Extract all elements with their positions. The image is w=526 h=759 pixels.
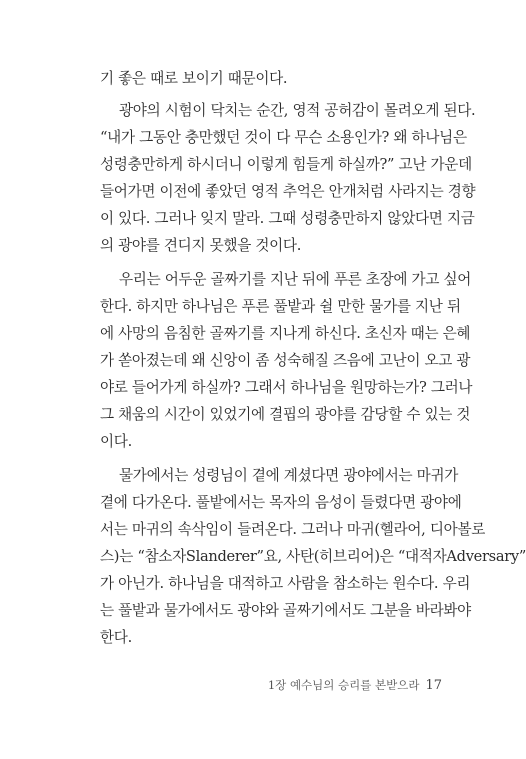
text-line: 가 쏟아졌는데 왜 신앙이 좀 성숙해질 즈음에 고난이 오고 광 <box>100 352 471 369</box>
text-line: 서는 마귀의 속삭임이 들려온다. 그러나 마귀(헬라어, 디아볼로 <box>100 521 486 538</box>
text-line: 광야의 시험이 닥치는 순간, 영적 공허감이 몰려오게 된다. <box>119 102 476 119</box>
page-number: 17 <box>425 678 442 693</box>
text-line: 그 채움의 시간이 있었기에 결핍의 광야를 감당할 수 있는 것 <box>100 406 471 423</box>
chapter-title: 1장 예수님의 승리를 본받으라 <box>267 678 420 692</box>
text-line: “내가 그동안 충만했던 것이 다 무슨 소용인가? 왜 하나님은 <box>100 129 467 146</box>
text-line: 곁에 다가온다. 풀밭에서는 목자의 음성이 들렸다면 광야에 <box>100 494 462 511</box>
text-line: 들어가면 이전에 좋았던 영적 추억은 안개처럼 사라지는 경향 <box>100 183 476 200</box>
text-line: 는 풀밭과 물가에서도 광야와 골짜기에서도 그분을 바라봐야 <box>100 602 471 619</box>
text-line: 이다. <box>100 433 132 450</box>
text-line: 에 사망의 음침한 골짜기를 지나게 하신다. 초신자 때는 은혜 <box>100 325 471 342</box>
text-line: 우리는 어두운 골짜기를 지난 뒤에 푸른 초장에 가고 싶어 <box>119 271 472 288</box>
text-line: 기 좋은 때로 보이기 때문이다. <box>100 70 288 87</box>
text-line: 물가에서는 성령님이 곁에 계셨다면 광야에서는 마귀가 <box>119 467 459 484</box>
page-footer <box>268 677 442 693</box>
text-line: 한다. 하지만 하나님은 푸른 풀밭과 쉴 만한 물가를 지난 뒤 <box>100 298 461 315</box>
text-line: 한다. <box>100 629 132 646</box>
text-line: 스)는 “참소자Slanderer”요, 사탄(히브리어)은 “대적자Adversary” <box>100 548 526 565</box>
text-line: 가 아닌가. 하나님을 대적하고 사람을 참소하는 원수다. 우리 <box>100 575 471 592</box>
text-line: 야로 들어가게 하실까? 그래서 하나님을 원망하는가? 그러나 <box>100 379 473 396</box>
text-line: 성령충만하게 하시더니 이렇게 힘들게 하실까?” 고난 가운데 <box>100 156 472 173</box>
text-line: 의 광야를 견디지 못했을 것이다. <box>100 237 302 254</box>
text-line: 이 있다. 그러나 잊지 말라. 그때 성령충만하지 않았다면 지금 <box>100 210 475 227</box>
